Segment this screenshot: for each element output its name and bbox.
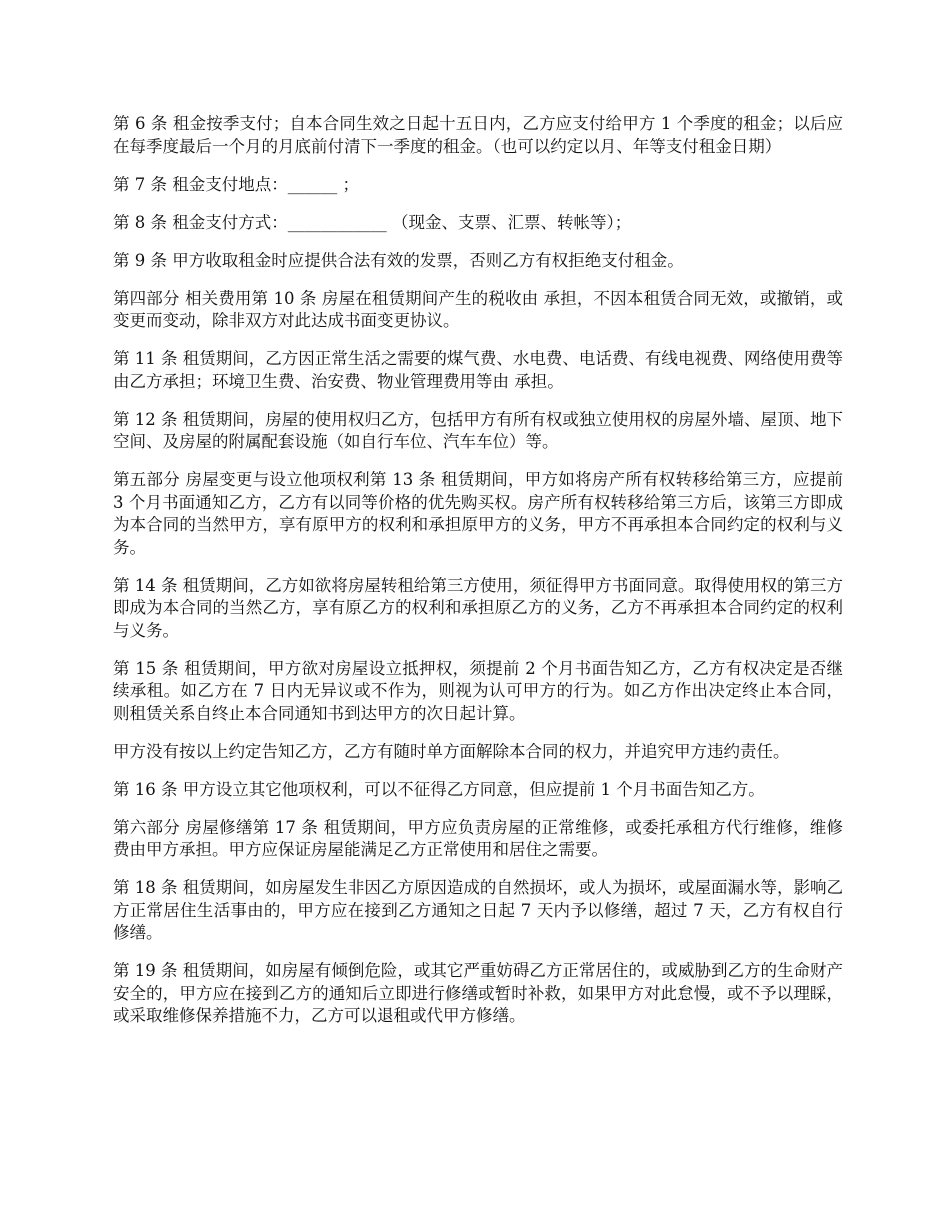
clause-7: 第 7 条 租金支付地点：______ ； — [113, 174, 359, 194]
clause-19: 第 19 条 租赁期间，如房屋有倾倒危险，或其它严重妨碍乙方正常居住的，或威胁到乙方的生命财产安全的，甲方应在接到乙方的通知后立即进行修缮或暂时补救，如果甲方对此怠慢，或不予以理睬，或采取维修保养措施不力，乙方可以退租或代甲方修缮。 — [113, 961, 843, 1025]
clause-15: 第 15 条 租赁期间，甲方欲对房屋设立抵押权，须提前 2 个月书面告知乙方，乙方有权决定是否继续承租。如乙方在 7 日内无异议或不作为，则视为认可甲方的行为。如乙方作出决定终止本合同，则租赁关系自终止本合同通知书到达甲方的次日起计算。 — [113, 658, 843, 723]
document-body — [113, 113, 843, 1043]
clause-6: 第 6 条 租金按季支付；自本合同生效之日起十五日内，乙方应支付给甲方 1 个季度的租金；以后应在每季度最后一个月的月底前付清下一季度的租金。（也可以约定以月、年等支付租金日期） — [113, 114, 843, 156]
clause-14: 第 14 条 租赁期间，乙方如欲将房屋转租给第三方使用，须征得甲方书面同意。取得使用权的第三方即成为本合同的当然乙方，享有原乙方的权利和承担原乙方的义务，乙方不再承担本合同约定的权利与义务。 — [113, 575, 843, 640]
clause-11: 第 11 条 租赁期间，乙方因正常生活之需要的煤气费、水电费、电话费、有线电视费、网络使用费等由乙方承担；环境卫生费、治安费、物业管理费用等由 承担。 — [113, 349, 843, 391]
clause-12: 第 12 条 租赁期间，房屋的使用权归乙方，包括甲方有所有权或独立使用权的房屋外墙、屋顶、地下空间、及房屋的附属配套设施（如自行车位、汽车车位）等。 — [113, 409, 843, 451]
clause-16: 第 16 条 甲方设立其它他项权利，可以不征得乙方同意，但应提前 1 个月书面告知乙方。 — [113, 779, 765, 799]
clause-9: 第 9 条 甲方收取租金时应提供合法有效的发票，否则乙方有权拒绝支付租金。 — [113, 250, 684, 270]
clause-15-supplement: 甲方没有按以上约定告知乙方，乙方有随时单方面解除本合同的权力，并追究甲方违约责任。 — [113, 741, 790, 761]
clause-17: 第六部分 房屋修缮第 17 条 租赁期间，甲方应负责房屋的正常维修，或委托承租方代行维修，维修费由甲方承担。甲方应保证房屋能满足乙方正常使用和居住之需要。 — [113, 817, 843, 859]
clause-10: 第四部分 相关费用第 10 条 房屋在租赁期间产生的税收由 承担，不因本租赁合同无效，或撤销，或变更而变动，除非双方对此达成书面变更协议。 — [113, 288, 843, 330]
clause-18: 第 18 条 租赁期间，如房屋发生非因乙方原因造成的自然损坏，或人为损坏，或屋面漏水等，影响乙方正常居住生活事由的，甲方应在接到乙方通知之日起 7 天内予以修缮，超过 7 天，乙方有权自行修缮。 — [113, 878, 843, 942]
clause-8: 第 8 条 租金支付方式：____________ （现金、支票、汇票、转帐等）； — [113, 212, 632, 232]
clause-13: 第五部分 房屋变更与设立他项权利第 13 条 租赁期间，甲方如将房产所有权转移给第三方，应提前 3 个月书面通知乙方，乙方有以同等价格的优先购买权。房产所有权转移给第三方后，该第三方即成为本合同的当然甲方，享有原甲方的权利和承担原甲方的义务，甲方不再承担本合同约定的权利与义务。 — [113, 470, 843, 557]
